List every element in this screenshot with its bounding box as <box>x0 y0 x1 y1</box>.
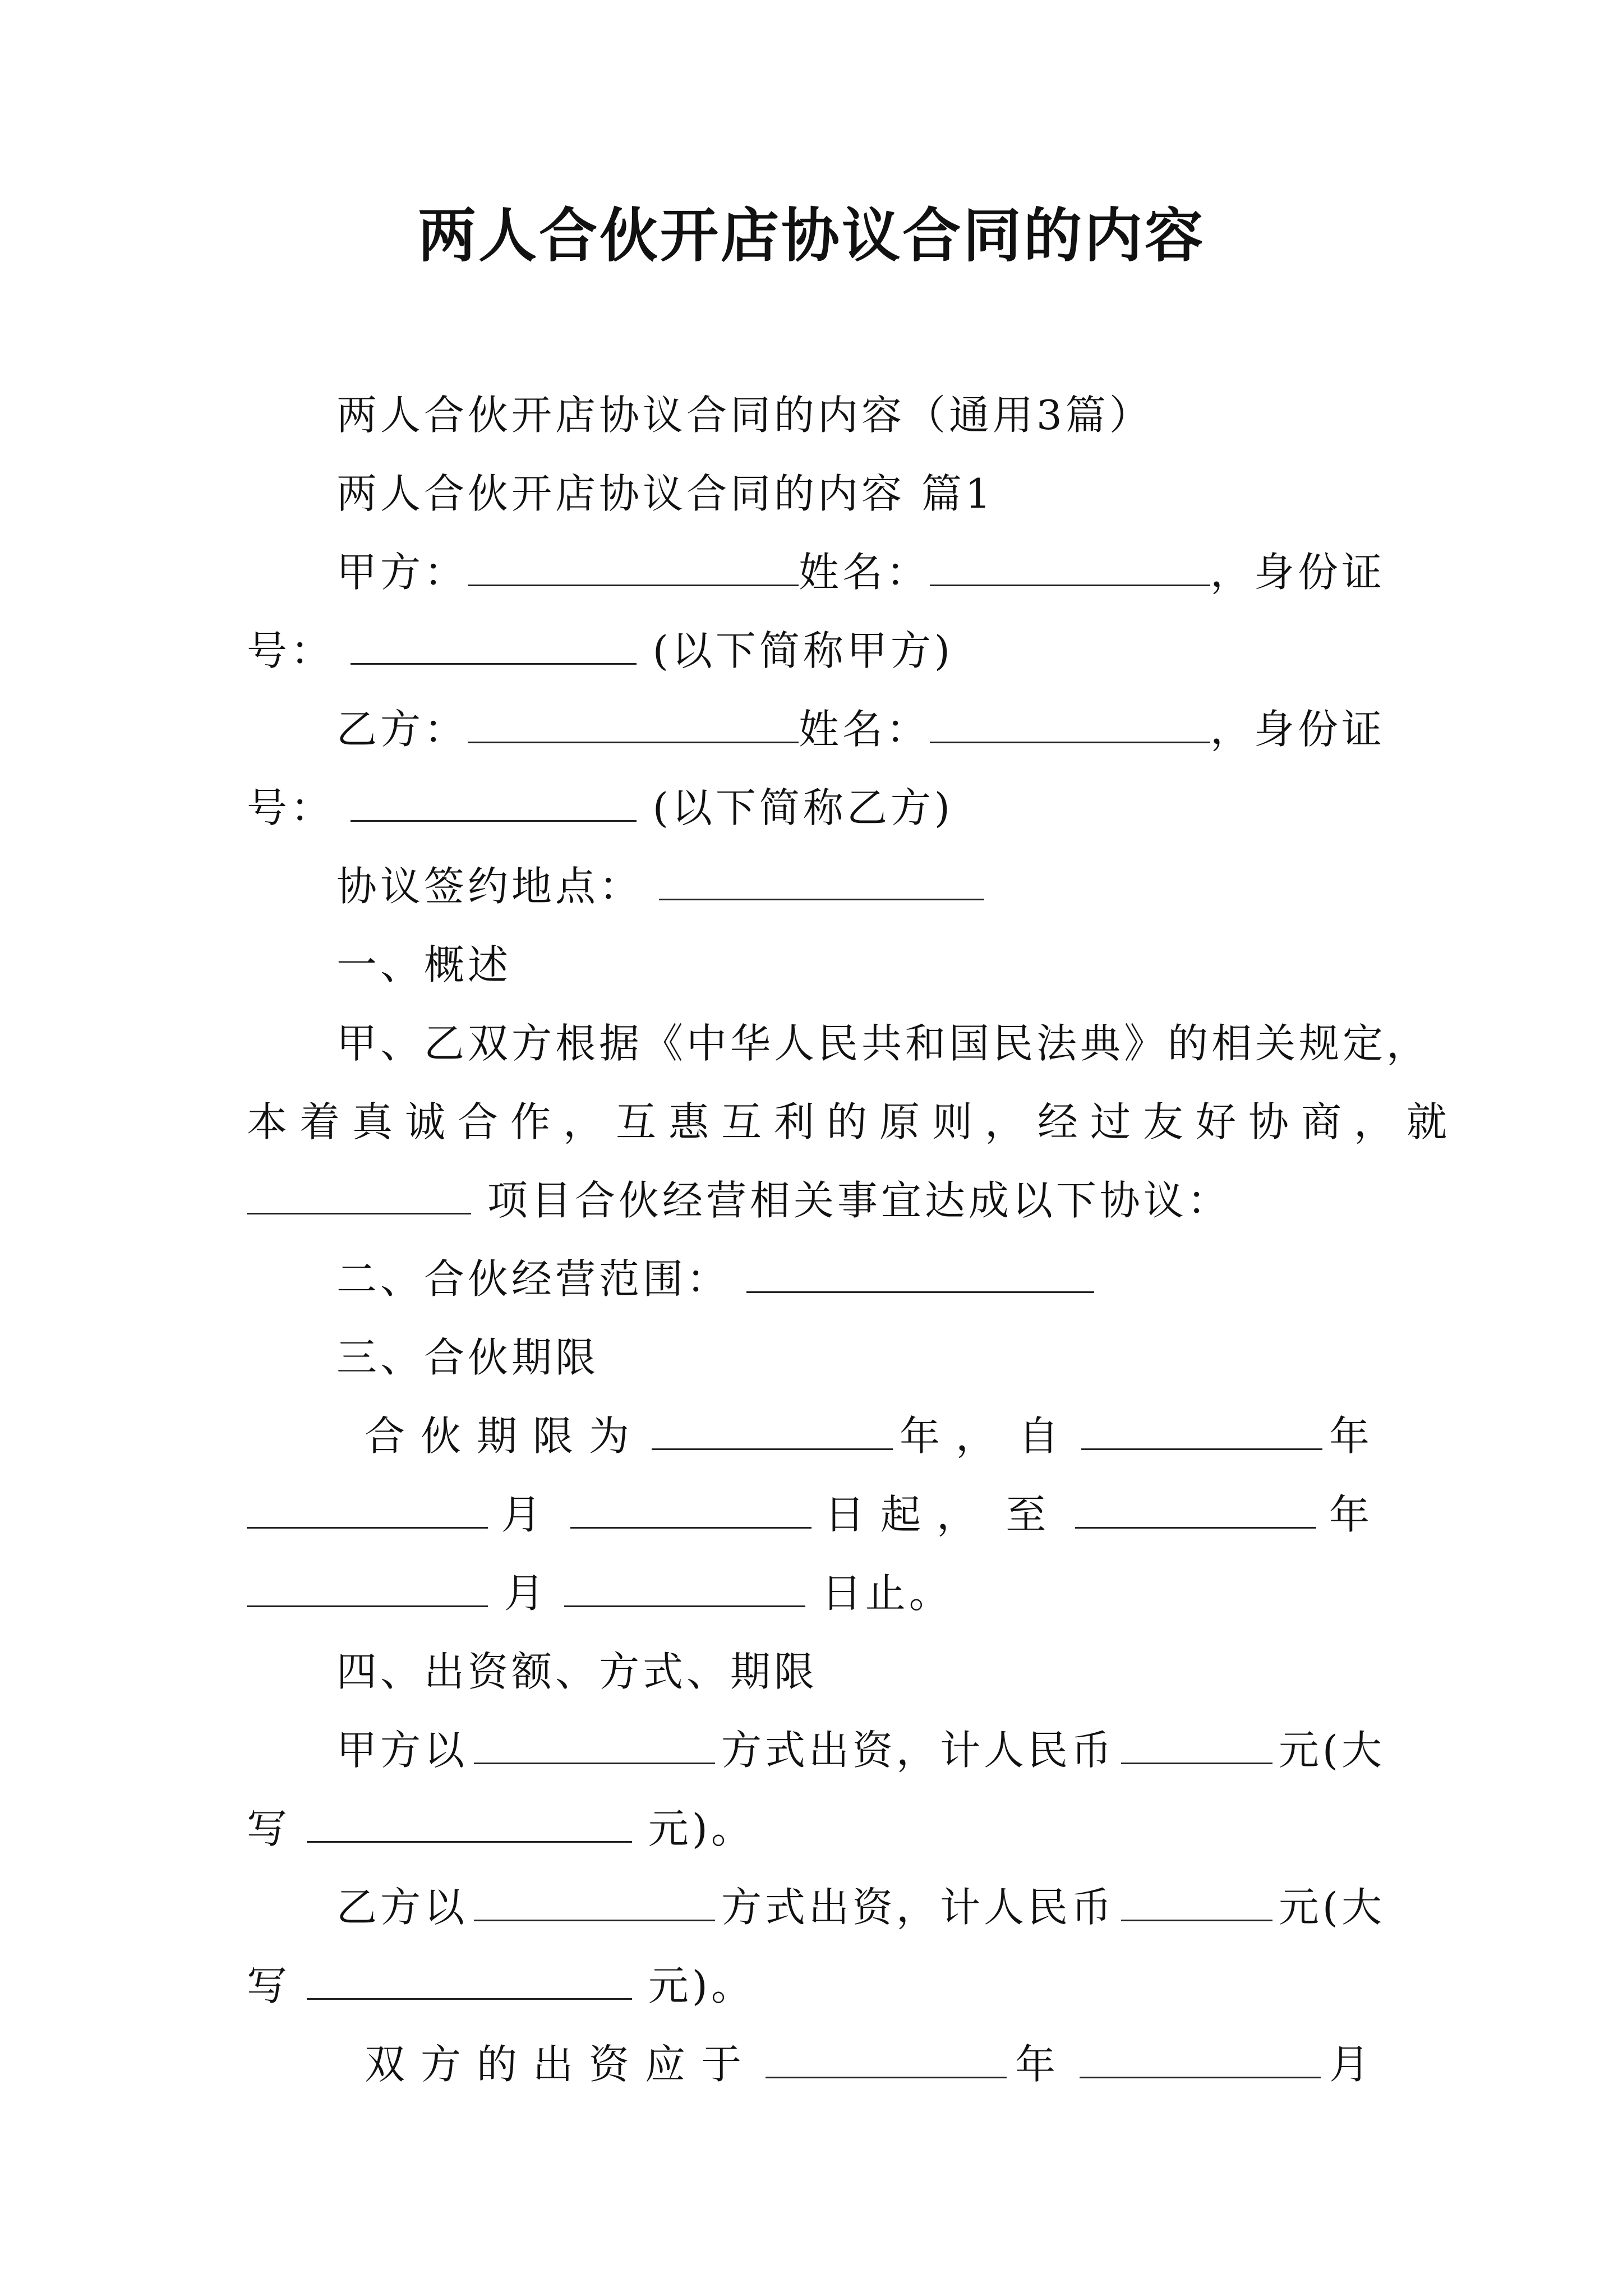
capital-b-yuan-close: 元)。 <box>648 1962 755 2009</box>
party-b-id-label: ，身份证 <box>1210 706 1386 753</box>
term-label: 合伙期限为 <box>365 1412 645 1460</box>
capital-a-amount-blank[interactable] <box>1121 1711 1272 1764</box>
deadline-year-blank[interactable] <box>766 2025 1007 2078</box>
overview-p1: 甲、乙双方根据《中华人民共和国民法典》的相关规定， <box>336 1020 1431 1067</box>
capital-a-cont-line <box>247 1789 1385 1868</box>
term-day-from: 日起， <box>824 1491 993 1538</box>
capital-b-mid: 方式出资，计人民币 <box>721 1884 1115 1931</box>
party-a-short: (以下简称甲方) <box>652 627 953 674</box>
term-heading-line <box>247 1318 1385 1397</box>
party-b-blank[interactable] <box>468 690 799 743</box>
party-b-label: 乙方： <box>336 706 468 753</box>
party-a-line <box>247 533 1385 611</box>
capital-a-line <box>247 1711 1385 1789</box>
capital-b-cont-line <box>247 1947 1385 2025</box>
party-b-id-cont: 号： <box>247 784 335 831</box>
capital-heading: 四、出资额、方式、期限 <box>336 1648 818 1695</box>
deadline-month: 月 <box>1329 2041 1385 2088</box>
subtitle-text: 两人合伙开店协议合同的内容（通用3篇） <box>336 392 1153 439</box>
overview-heading: 一、概述 <box>336 941 512 988</box>
capital-a-label: 甲方以 <box>336 1727 468 1774</box>
party-a-id-cont: 号： <box>247 627 335 674</box>
project-blank[interactable] <box>247 1161 471 1214</box>
term-to-year-blank[interactable] <box>1075 1475 1316 1529</box>
capital-b-amount-blank[interactable] <box>1121 1868 1272 1921</box>
term-month-label: 月 <box>501 1491 557 1538</box>
party-b-id-line <box>247 769 1385 847</box>
sign-place-blank[interactable] <box>659 847 984 900</box>
term-years-blank[interactable] <box>652 1397 893 1450</box>
section-title-text: 两人合伙开店协议合同的内容 篇1 <box>336 470 994 517</box>
capital-b-method-blank[interactable] <box>474 1868 715 1921</box>
term-line-2 <box>247 1475 1385 1554</box>
scope-line <box>247 1240 1385 1318</box>
capital-b-words-blank[interactable] <box>307 1947 632 2000</box>
capital-a-yuan-open: 元(大 <box>1278 1727 1385 1774</box>
party-b-line <box>247 690 1385 769</box>
term-to: 至 <box>1006 1491 1062 1538</box>
overview-heading-line <box>247 926 1385 1004</box>
term-year: 年， <box>899 1412 1012 1460</box>
party-a-blank[interactable] <box>468 533 799 586</box>
term-heading: 三、合伙期限 <box>336 1334 600 1381</box>
capital-a-mid: 方式出资，计人民币 <box>721 1727 1115 1774</box>
capital-b-line <box>247 1868 1385 1947</box>
scope-label: 二、合伙经营范围： <box>336 1255 731 1303</box>
capital-a-cont: 写 <box>247 1805 291 1852</box>
party-b-short: (以下简称乙方) <box>652 784 953 831</box>
scope-blank[interactable] <box>746 1240 1094 1293</box>
party-a-id-line <box>247 611 1385 690</box>
deadline-month-blank[interactable] <box>1080 2025 1321 2078</box>
term-to-year-label: 年 <box>1329 1491 1385 1538</box>
capital-b-yuan-open: 元(大 <box>1278 1884 1385 1931</box>
party-a-id-blank[interactable] <box>351 611 637 665</box>
term-from-month-blank[interactable] <box>247 1475 488 1529</box>
overview-p3-line <box>247 1161 1385 1240</box>
party-a-id-label: ，身份证 <box>1210 549 1386 596</box>
term-to-month-label: 月 <box>504 1570 548 1617</box>
overview-p3: 项目合伙经营相关事宜达成以下协议： <box>487 1177 1231 1224</box>
deadline-line <box>247 2025 1385 2104</box>
section-title-line <box>247 454 1385 533</box>
document-title: 两人合伙开店协议合同的内容 <box>417 201 1205 270</box>
term-from-year-label: 年 <box>1329 1412 1385 1460</box>
overview-p2: 本着真诚合作，互惠互利的原则，经过友好协商，就 <box>247 1098 1460 1145</box>
capital-b-label: 乙方以 <box>336 1884 468 1931</box>
party-a-label: 甲方： <box>336 549 468 596</box>
term-from-day-blank[interactable] <box>570 1475 811 1529</box>
term-to-month-blank[interactable] <box>247 1554 488 1607</box>
party-a-name-label: 姓名： <box>799 549 930 596</box>
term-day-end: 日止。 <box>821 1570 953 1617</box>
capital-b-cont: 写 <box>247 1962 291 2009</box>
term-from: 自 <box>1018 1412 1075 1460</box>
term-line-3 <box>247 1554 1385 1632</box>
overview-p1-line <box>247 1004 1431 1083</box>
capital-a-words-blank[interactable] <box>307 1789 632 1843</box>
party-b-name-blank[interactable] <box>930 690 1210 743</box>
sign-place-label: 协议签约地点： <box>336 863 643 910</box>
capital-heading-line <box>247 1632 1385 1711</box>
term-from-year-blank[interactable] <box>1081 1397 1322 1450</box>
term-to-day-blank[interactable] <box>564 1554 805 1607</box>
overview-p2-line <box>247 1083 1460 1161</box>
term-line-1 <box>247 1397 1385 1475</box>
party-b-id-blank[interactable] <box>351 769 637 822</box>
subtitle-line <box>247 376 1385 454</box>
party-b-name-label: 姓名： <box>799 706 930 753</box>
capital-a-method-blank[interactable] <box>474 1711 715 1764</box>
capital-a-yuan-close: 元)。 <box>648 1805 755 1852</box>
deadline-year: 年 <box>1015 2041 1071 2088</box>
deadline-label: 双方的出资应于 <box>365 2041 758 2088</box>
party-a-name-blank[interactable] <box>930 533 1210 586</box>
sign-place-line <box>247 847 1385 926</box>
